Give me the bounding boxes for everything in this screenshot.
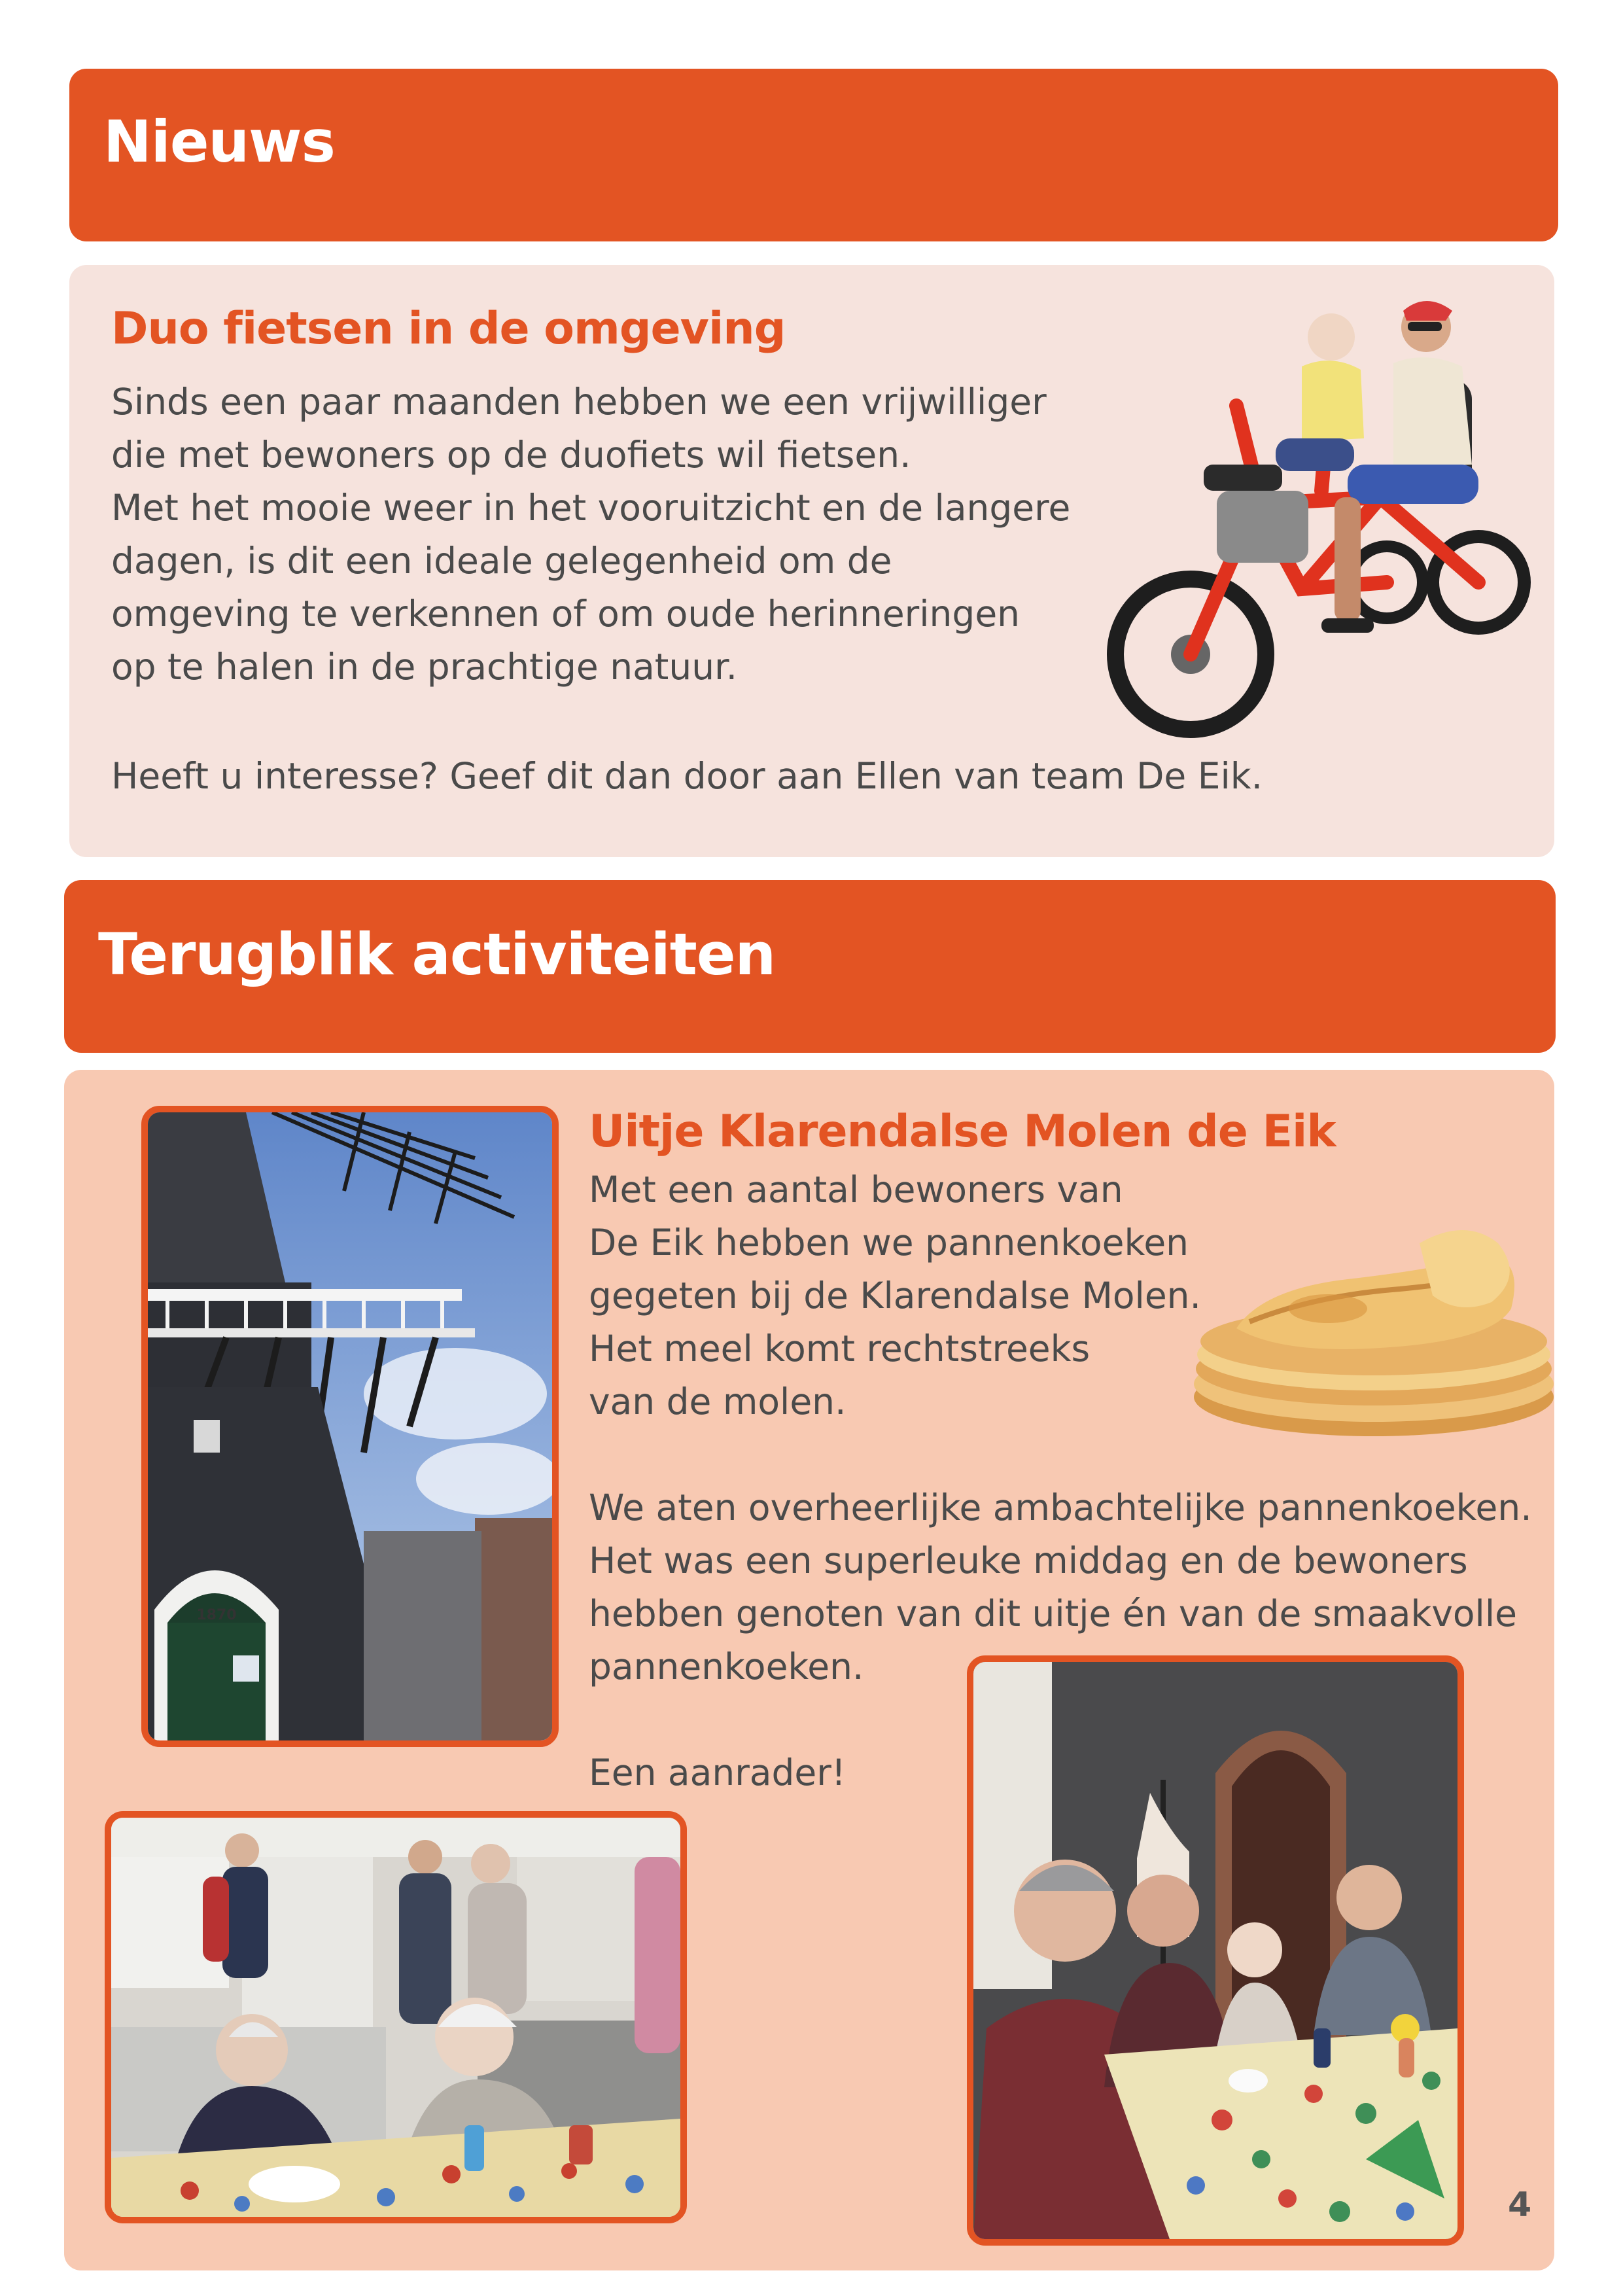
text-line: omgeving te verkennen of om oude herinneringen xyxy=(111,593,1021,635)
duo-bike-image xyxy=(1106,288,1531,746)
text-line: hebben genoten van dit uitje én van de smaakvolle xyxy=(589,1593,1517,1634)
text-line: Het meel komt rechtstreeks xyxy=(589,1328,1091,1369)
news-header-band xyxy=(69,69,1558,241)
restaurant-group-photo xyxy=(967,1655,1464,2246)
text-line: Het was een superleuke middag en de bewoners xyxy=(589,1540,1468,1581)
pancakes-image xyxy=(1184,1217,1557,1446)
activities-intro xyxy=(589,1163,1204,1428)
text-line: op te halen in de prachtige natuur. xyxy=(111,646,738,688)
activities-article-title: Uitje Klarendalse Molen de Eik xyxy=(589,1106,1336,1157)
activities-header-band xyxy=(64,880,1556,1053)
kitchen-group-photo xyxy=(105,1811,687,2223)
news-article-closing: Heeft u interesse? Geef dit dan door aan Ellen van team De Eik. xyxy=(111,755,1263,797)
text-line: die met bewoners op de duofiets wil fietsen. xyxy=(111,434,911,476)
news-header-title: Nieuws xyxy=(103,108,335,175)
text-line: Met een aantal bewoners van xyxy=(589,1169,1123,1210)
text-line: We aten overheerlijke ambachtelijke pannenkoeken. xyxy=(589,1487,1532,1528)
page-number: 4 xyxy=(1508,2185,1532,2225)
news-article-title: Duo fietsen in de omgeving xyxy=(111,303,786,355)
activities-closing: Een aanrader! xyxy=(589,1752,846,1793)
activities-header-title: Terugblik activiteiten xyxy=(98,921,776,988)
text-line: pannenkoeken. xyxy=(589,1646,864,1687)
text-line: gegeten bij de Klarendalse Molen. xyxy=(589,1275,1202,1316)
text-line: dagen, is dit een ideale gelegenheid om de xyxy=(111,540,892,582)
news-article-body xyxy=(111,376,1112,694)
text-line: van de molen. xyxy=(589,1381,846,1422)
windmill-year-text: 1870 xyxy=(196,1607,237,1623)
windmill-photo xyxy=(141,1106,559,1747)
text-line: Sinds een paar maanden hebben we een vrijwilliger xyxy=(111,381,1047,423)
text-line: Met het mooie weer in het vooruitzicht en de langere xyxy=(111,487,1071,529)
text-line: De Eik hebben we pannenkoeken xyxy=(589,1222,1189,1263)
